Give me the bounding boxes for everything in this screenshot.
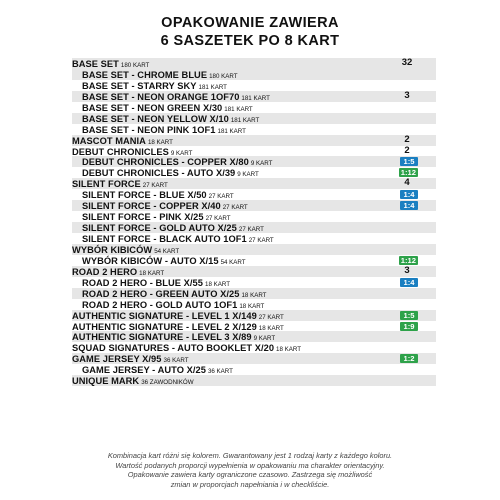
- row-name: SQUAD SIGNATURES - AUTO BOOKLET X/20: [72, 343, 275, 354]
- row-card-count: 9 KART: [253, 335, 276, 343]
- ratio-badge: 1:4: [400, 190, 418, 199]
- title-line-1: OPAKOWANIE ZAWIERA: [161, 15, 339, 31]
- ratio-badge: 1:12: [400, 168, 416, 178]
- row-quantity: 32: [401, 57, 413, 68]
- row-name: BASE SET - NEON PINK 1OF1: [82, 124, 216, 135]
- row-name: BASE SET - STARRY SKY: [82, 80, 197, 91]
- title-line-2: 6 SASZETEK PO 8 KART: [160, 33, 340, 49]
- row-name: ROAD 2 HERO: [72, 266, 138, 277]
- card-list: [72, 58, 436, 386]
- row-name: SILENT FORCE: [72, 179, 141, 190]
- row-card-count: 27 KART: [258, 313, 284, 321]
- row-name: ROAD 2 HERO - GOLD AUTO 1OF1: [82, 299, 238, 310]
- row-card-count: 27 KART: [222, 204, 248, 212]
- row-card-count: 27 KART: [238, 226, 264, 234]
- row-card-count: 18 KART: [147, 138, 173, 146]
- row-name: BASE SET - NEON YELLOW X/10: [82, 113, 229, 124]
- row-card-count: 36 ZAWODNIKÓW: [141, 379, 194, 387]
- footer-line-2: Wartość podanych proporcji wypełnienia w opakowaniu ma charakter orientacyjny.: [115, 460, 385, 470]
- ratio-badge: 1:12: [400, 255, 416, 265]
- row-quantity: 2: [404, 133, 410, 145]
- row-card-count: 36 KART: [163, 357, 189, 365]
- row-card-count: 181 KART: [224, 105, 253, 113]
- row-card-count: 180 KART: [209, 72, 238, 80]
- row-card-count: 18 KART: [205, 280, 230, 288]
- row-name: BASE SET: [72, 59, 119, 69]
- ratio-badge: 1:4: [400, 201, 418, 210]
- row-card-count: 9 KART: [237, 171, 259, 179]
- row-card-count: 9 KART: [250, 160, 273, 168]
- row-name: ROAD 2 HERO - GREEN AUTO X/25: [82, 288, 240, 299]
- row-name: AUTHENTIC SIGNATURE - LEVEL 3 X/89: [72, 332, 252, 343]
- row-name: MASCOT MANIA: [72, 135, 146, 146]
- footer-line-4: zmian w proporcjach napełniania i w checkliście.: [170, 479, 330, 489]
- row-quantity: 3: [404, 89, 410, 101]
- row-card-count: 181 KART: [198, 83, 227, 91]
- row-name: DEBUT CHRONICLES - COPPER X/80: [82, 157, 249, 168]
- row-name: DEBUT CHRONICLES - AUTO X/39: [82, 168, 236, 179]
- row-card-count: 9 KART: [170, 149, 193, 157]
- row-name: DEBUT CHRONICLES: [72, 146, 169, 157]
- row-card-count: 36 KART: [207, 368, 233, 376]
- row-card-count: 18 KART: [239, 302, 265, 310]
- row-card-count: 54 KART: [154, 247, 180, 255]
- row-quantity: 3: [404, 264, 410, 276]
- footer-line-3: Opakowanie zawiera karty ograniczone czasowo. Zastrzega się możliwość: [127, 470, 373, 480]
- row-card-count: 18 KART: [241, 291, 267, 299]
- ratio-badge: 1:9: [400, 322, 418, 331]
- row-quantity: 2: [404, 144, 410, 156]
- row-name: GAME JERSEY X/95: [72, 354, 162, 365]
- page-title: [0, 14, 500, 50]
- row-name: SILENT FORCE - COPPER X/40: [82, 201, 221, 212]
- row-card-count: 181 KART: [230, 116, 260, 124]
- ratio-badge: 1:4: [400, 278, 418, 287]
- row-quantity: 4: [404, 177, 410, 189]
- row-card-count: 18 KART: [258, 324, 284, 332]
- row-name: BASE SET - NEON GREEN X/30: [82, 102, 223, 113]
- row-name: BASE SET - CHROME BLUE: [82, 69, 208, 80]
- row-name: GAME JERSEY - AUTO X/25: [82, 365, 206, 376]
- row-card-count: 18 KART: [276, 346, 302, 354]
- row-card-count: 27 KART: [142, 182, 168, 190]
- row-name: WYBÓR KIBICÓW: [72, 244, 153, 255]
- row-card-count: 180 KART: [120, 62, 150, 69]
- row-name: SILENT FORCE - PINK X/25: [82, 212, 204, 223]
- row-name: ROAD 2 HERO - BLUE X/55: [82, 277, 203, 288]
- row-name: SILENT FORCE - GOLD AUTO X/25: [82, 223, 237, 234]
- row-name: BASE SET - NEON ORANGE 1OF70: [82, 91, 240, 102]
- row-card-count: 27 KART: [205, 215, 231, 223]
- row-name: UNIQUE MARK: [72, 376, 140, 387]
- row-card-count: 181 KART: [217, 127, 246, 135]
- row-name: SILENT FORCE - BLUE X/50: [82, 190, 207, 201]
- row-label: [72, 371, 194, 388]
- row-card-count: 27 KART: [208, 193, 234, 201]
- row-card-count: 27 KART: [248, 237, 274, 244]
- ratio-badge: 1:5: [400, 157, 418, 166]
- table-row: [72, 375, 436, 386]
- footer-note: [0, 451, 500, 489]
- row-card-count: 54 KART: [220, 258, 246, 266]
- ratio-badge: 1:5: [400, 311, 418, 320]
- footer-line-1: Kombinacja kart różni się kolorem. Gwarantowany jest 1 rodzaj karty z każdego koloru.: [107, 451, 393, 460]
- row-name: SILENT FORCE - BLACK AUTO 1OF1: [82, 234, 247, 244]
- row-card-count: 181 KART: [241, 94, 270, 102]
- row-name: AUTHENTIC SIGNATURE - LEVEL 1 X/149: [72, 310, 257, 321]
- ratio-badge: 1:2: [400, 354, 418, 363]
- row-card-count: 18 KART: [139, 269, 165, 277]
- row-name: AUTHENTIC SIGNATURE - LEVEL 2 X/129: [72, 321, 257, 332]
- row-name: WYBÓR KIBICÓW - AUTO X/15: [82, 255, 219, 266]
